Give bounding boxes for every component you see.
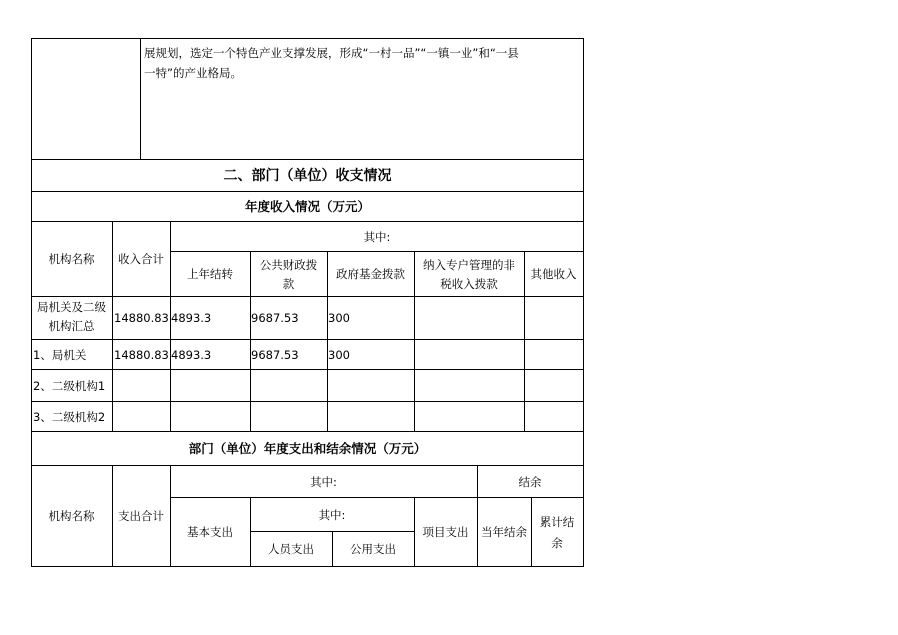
expense-header-personnel: 人员支出 (268, 542, 314, 556)
table-cell: 300 (328, 348, 350, 362)
table-rule (170, 221, 171, 431)
income-header-public-2: 款 (282, 277, 295, 291)
income-header-public-1: 公共财政拨 (259, 258, 318, 272)
table-cell: 3、二级机构2 (33, 410, 106, 424)
expense-header-total: 支出合计 (118, 509, 164, 523)
table-rule (31, 465, 584, 466)
income-header-gov-fund: 政府基金拨款 (336, 267, 405, 281)
income-header-special-1: 纳入专户管理的非 (423, 258, 515, 272)
table-cell: 4893.3 (171, 348, 212, 362)
table-rule (31, 369, 584, 370)
expense-header-sub-of-which: 其中: (318, 508, 346, 522)
expense-header-project: 项目支出 (422, 525, 469, 539)
income-header-special-2: 税收入拨款 (440, 277, 498, 291)
table-rule (31, 566, 584, 567)
intro-line-1: 展规划，选定一个特色产业支撑发展，形成“一村一品”“一镇一业”和“一县 (144, 46, 519, 60)
expense-header-basic: 基本支出 (187, 525, 233, 539)
income-header-of-which: 其中: (363, 230, 391, 244)
table-cell: 300 (328, 311, 350, 325)
table-rule (31, 221, 584, 222)
table-cell: 机构汇总 (48, 319, 95, 333)
table-rule (31, 296, 584, 297)
expense-header-public-use: 公用支出 (350, 542, 396, 556)
table-cell: 4893.3 (171, 311, 212, 325)
table-rule (31, 38, 584, 39)
table-cell: 9687.53 (251, 348, 299, 362)
table-cell: 1、局机关 (33, 348, 87, 362)
table-rule (140, 38, 141, 159)
income-header-org: 机构名称 (48, 252, 95, 266)
table-cell: 局机关及二级 (37, 300, 106, 314)
table-rule (31, 191, 584, 192)
table-cell: 14880.83 (114, 348, 169, 362)
income-title: 年度收入情况（万元） (244, 199, 370, 214)
table-rule (31, 339, 584, 340)
income-header-total: 收入合计 (118, 252, 164, 266)
table-rule (170, 497, 584, 498)
expense-header-balance: 结余 (518, 475, 542, 489)
income-header-other: 其他收入 (530, 267, 577, 281)
expense-header-cum-balance-2: 余 (551, 536, 563, 550)
expense-header-of-which: 其中: (310, 475, 337, 489)
table-rule (31, 159, 584, 160)
table-rule (31, 401, 584, 402)
table-cell: 2、二级机构1 (33, 379, 106, 393)
section-title: 二、部门（单位）收支情况 (223, 168, 392, 184)
expense-header-cum-balance-1: 累计结 (539, 515, 575, 529)
income-header-carryover: 上年结转 (187, 267, 233, 281)
expense-title: 部门（单位）年度支出和结余情况（万元） (188, 441, 427, 456)
expense-header-current-balance: 当年结余 (481, 525, 527, 539)
expense-header-org: 机构名称 (48, 509, 95, 523)
table-rule (31, 431, 584, 432)
table-border (583, 38, 584, 567)
table-rule (170, 251, 584, 252)
table-cell: 14880.83 (114, 311, 169, 325)
intro-line-2: 一特”的产业格局。 (144, 66, 242, 80)
table-rule (531, 497, 532, 566)
table-cell: 9687.53 (251, 311, 299, 325)
